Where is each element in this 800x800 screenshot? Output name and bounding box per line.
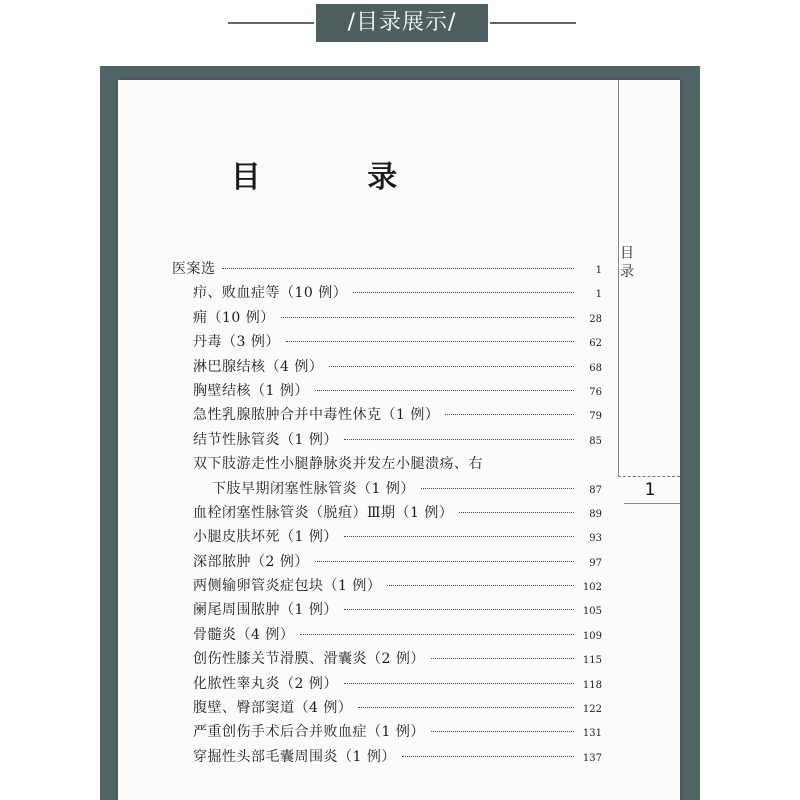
toc-entry-page: 97: [589, 557, 602, 569]
page-title: 目 录: [230, 160, 446, 195]
toc-entry: [172, 526, 602, 550]
toc-entry-title: 小腿皮肤坏死（1 例）: [193, 529, 338, 546]
toc-entry: [172, 551, 602, 575]
toc-entry-title: 丹毒（3 例）: [193, 334, 280, 351]
toc-entry: [172, 429, 602, 453]
toc-entry: [172, 721, 602, 745]
side-tab-border: [618, 80, 619, 476]
toc-entry-title: 双下肢游走性小腿静脉炎并发左小腿溃疡、右: [193, 456, 483, 473]
toc-entry-page: 109: [582, 630, 602, 642]
side-page-number: 1: [644, 480, 656, 500]
toc-leader-dots: [315, 390, 574, 391]
toc-entry: [172, 380, 602, 404]
toc-entry-title: 淋巴腺结核（4 例）: [193, 358, 324, 375]
toc-leader-dots: [421, 488, 574, 489]
toc-entry-page: 28: [589, 313, 602, 325]
toc-leader-dots: [459, 512, 574, 513]
toc-leader-dots: [344, 439, 574, 440]
toc-leader-dots: [445, 414, 574, 415]
banner-divider-right: [490, 22, 576, 24]
side-tab-label: 目 录: [618, 245, 634, 278]
side-tab-divider: [618, 476, 680, 477]
toc-entry-page: 122: [582, 704, 602, 716]
toc-entry: [172, 331, 602, 355]
toc-entry-page: 68: [589, 362, 602, 374]
toc-entry-title: 血栓闭塞性脉管炎（脱疽）Ⅲ期（1 例）: [193, 504, 454, 521]
banner-label: /目录展示/: [316, 4, 488, 42]
toc-entry: [172, 404, 602, 428]
toc-entry: [172, 258, 602, 282]
toc-leader-dots: [344, 683, 574, 684]
toc-entry-page: 62: [589, 338, 602, 350]
toc-entry-title: 腹壁、臀部窦道（4 例）: [193, 700, 353, 717]
toc-entry: [172, 478, 602, 502]
toc-entry: [172, 502, 602, 526]
toc-entry-page: 89: [589, 508, 602, 520]
toc-leader-dots: [281, 317, 574, 318]
toc-leader-dots: [358, 707, 574, 708]
toc-entry: [172, 453, 602, 477]
toc-entry-page: 93: [589, 533, 602, 545]
toc-leader-dots: [344, 536, 574, 537]
toc-entry: [172, 697, 602, 721]
toc-leader-dots: [431, 731, 574, 732]
toc-entry-page: 1: [595, 265, 602, 276]
toc-entry-title: 两侧输卵管炎症包块（1 例）: [193, 578, 382, 595]
toc-entry-page: 76: [589, 386, 602, 398]
toc-entry-title: 穿掘性头部毛囊周围炎（1 例）: [193, 748, 396, 765]
toc-entry-page: 115: [582, 655, 602, 667]
toc-entry: [172, 746, 602, 770]
toc-entry: [172, 356, 602, 380]
toc-entry-title: 急性乳腺脓肿合并中毒性休克（1 例）: [193, 407, 440, 424]
toc-entry-title: 深部脓肿（2 例）: [193, 553, 309, 570]
toc-entry-title: 化脓性睾丸炎（2 例）: [193, 675, 338, 692]
toc-leader-dots: [300, 634, 574, 635]
toc-leader-dots: [315, 561, 574, 562]
toc-entry-title: 医案选: [172, 261, 216, 277]
banner-divider-left: [228, 22, 314, 24]
toc-entry-title: 阑尾周围脓肿（1 例）: [193, 602, 338, 619]
toc-entry: [172, 307, 602, 331]
toc-entry-page: 85: [589, 435, 602, 447]
table-of-contents: [172, 258, 602, 770]
toc-entry: [172, 599, 602, 623]
toc-entry-page: 118: [582, 679, 602, 691]
toc-entry-title: 痈（10 例）: [193, 309, 275, 326]
side-page-rule: [624, 503, 680, 504]
toc-entry-page: 131: [582, 728, 602, 740]
toc-entry-title: 胸壁结核（1 例）: [193, 382, 309, 399]
toc-entry: [172, 648, 602, 672]
toc-entry-title: 结节性脉管炎（1 例）: [193, 431, 338, 448]
toc-entry-page: 79: [589, 411, 602, 423]
book-page: [118, 80, 680, 800]
toc-leader-dots: [402, 756, 574, 757]
toc-entry-title: 下肢早期闭塞性脉管炎（1 例）: [212, 480, 415, 497]
toc-entry-title: 疖、败血症等（10 例）: [193, 285, 348, 302]
toc-leader-dots: [286, 341, 574, 342]
toc-leader-dots: [353, 292, 574, 293]
toc-leader-dots: [431, 658, 574, 659]
toc-entry-title: 严重创伤手术后合并败血症（1 例）: [193, 724, 425, 741]
toc-leader-dots: [344, 609, 574, 610]
toc-leader-dots: [222, 268, 575, 269]
toc-leader-dots: [387, 585, 574, 586]
toc-entry-page: 105: [582, 606, 602, 618]
toc-entry-title: 创伤性膝关节滑膜、滑囊炎（2 例）: [193, 651, 425, 668]
toc-entry: [172, 575, 602, 599]
toc-entry-page: 102: [582, 582, 602, 594]
toc-entry-page: 87: [589, 484, 602, 496]
toc-leader-dots: [329, 366, 574, 367]
toc-entry-title: 骨髓炎（4 例）: [193, 626, 295, 643]
toc-entry: [172, 282, 602, 306]
toc-entry: [172, 624, 602, 648]
toc-entry-page: 137: [582, 752, 602, 764]
toc-entry: [172, 673, 602, 697]
toc-entry-page: 1: [595, 289, 602, 301]
